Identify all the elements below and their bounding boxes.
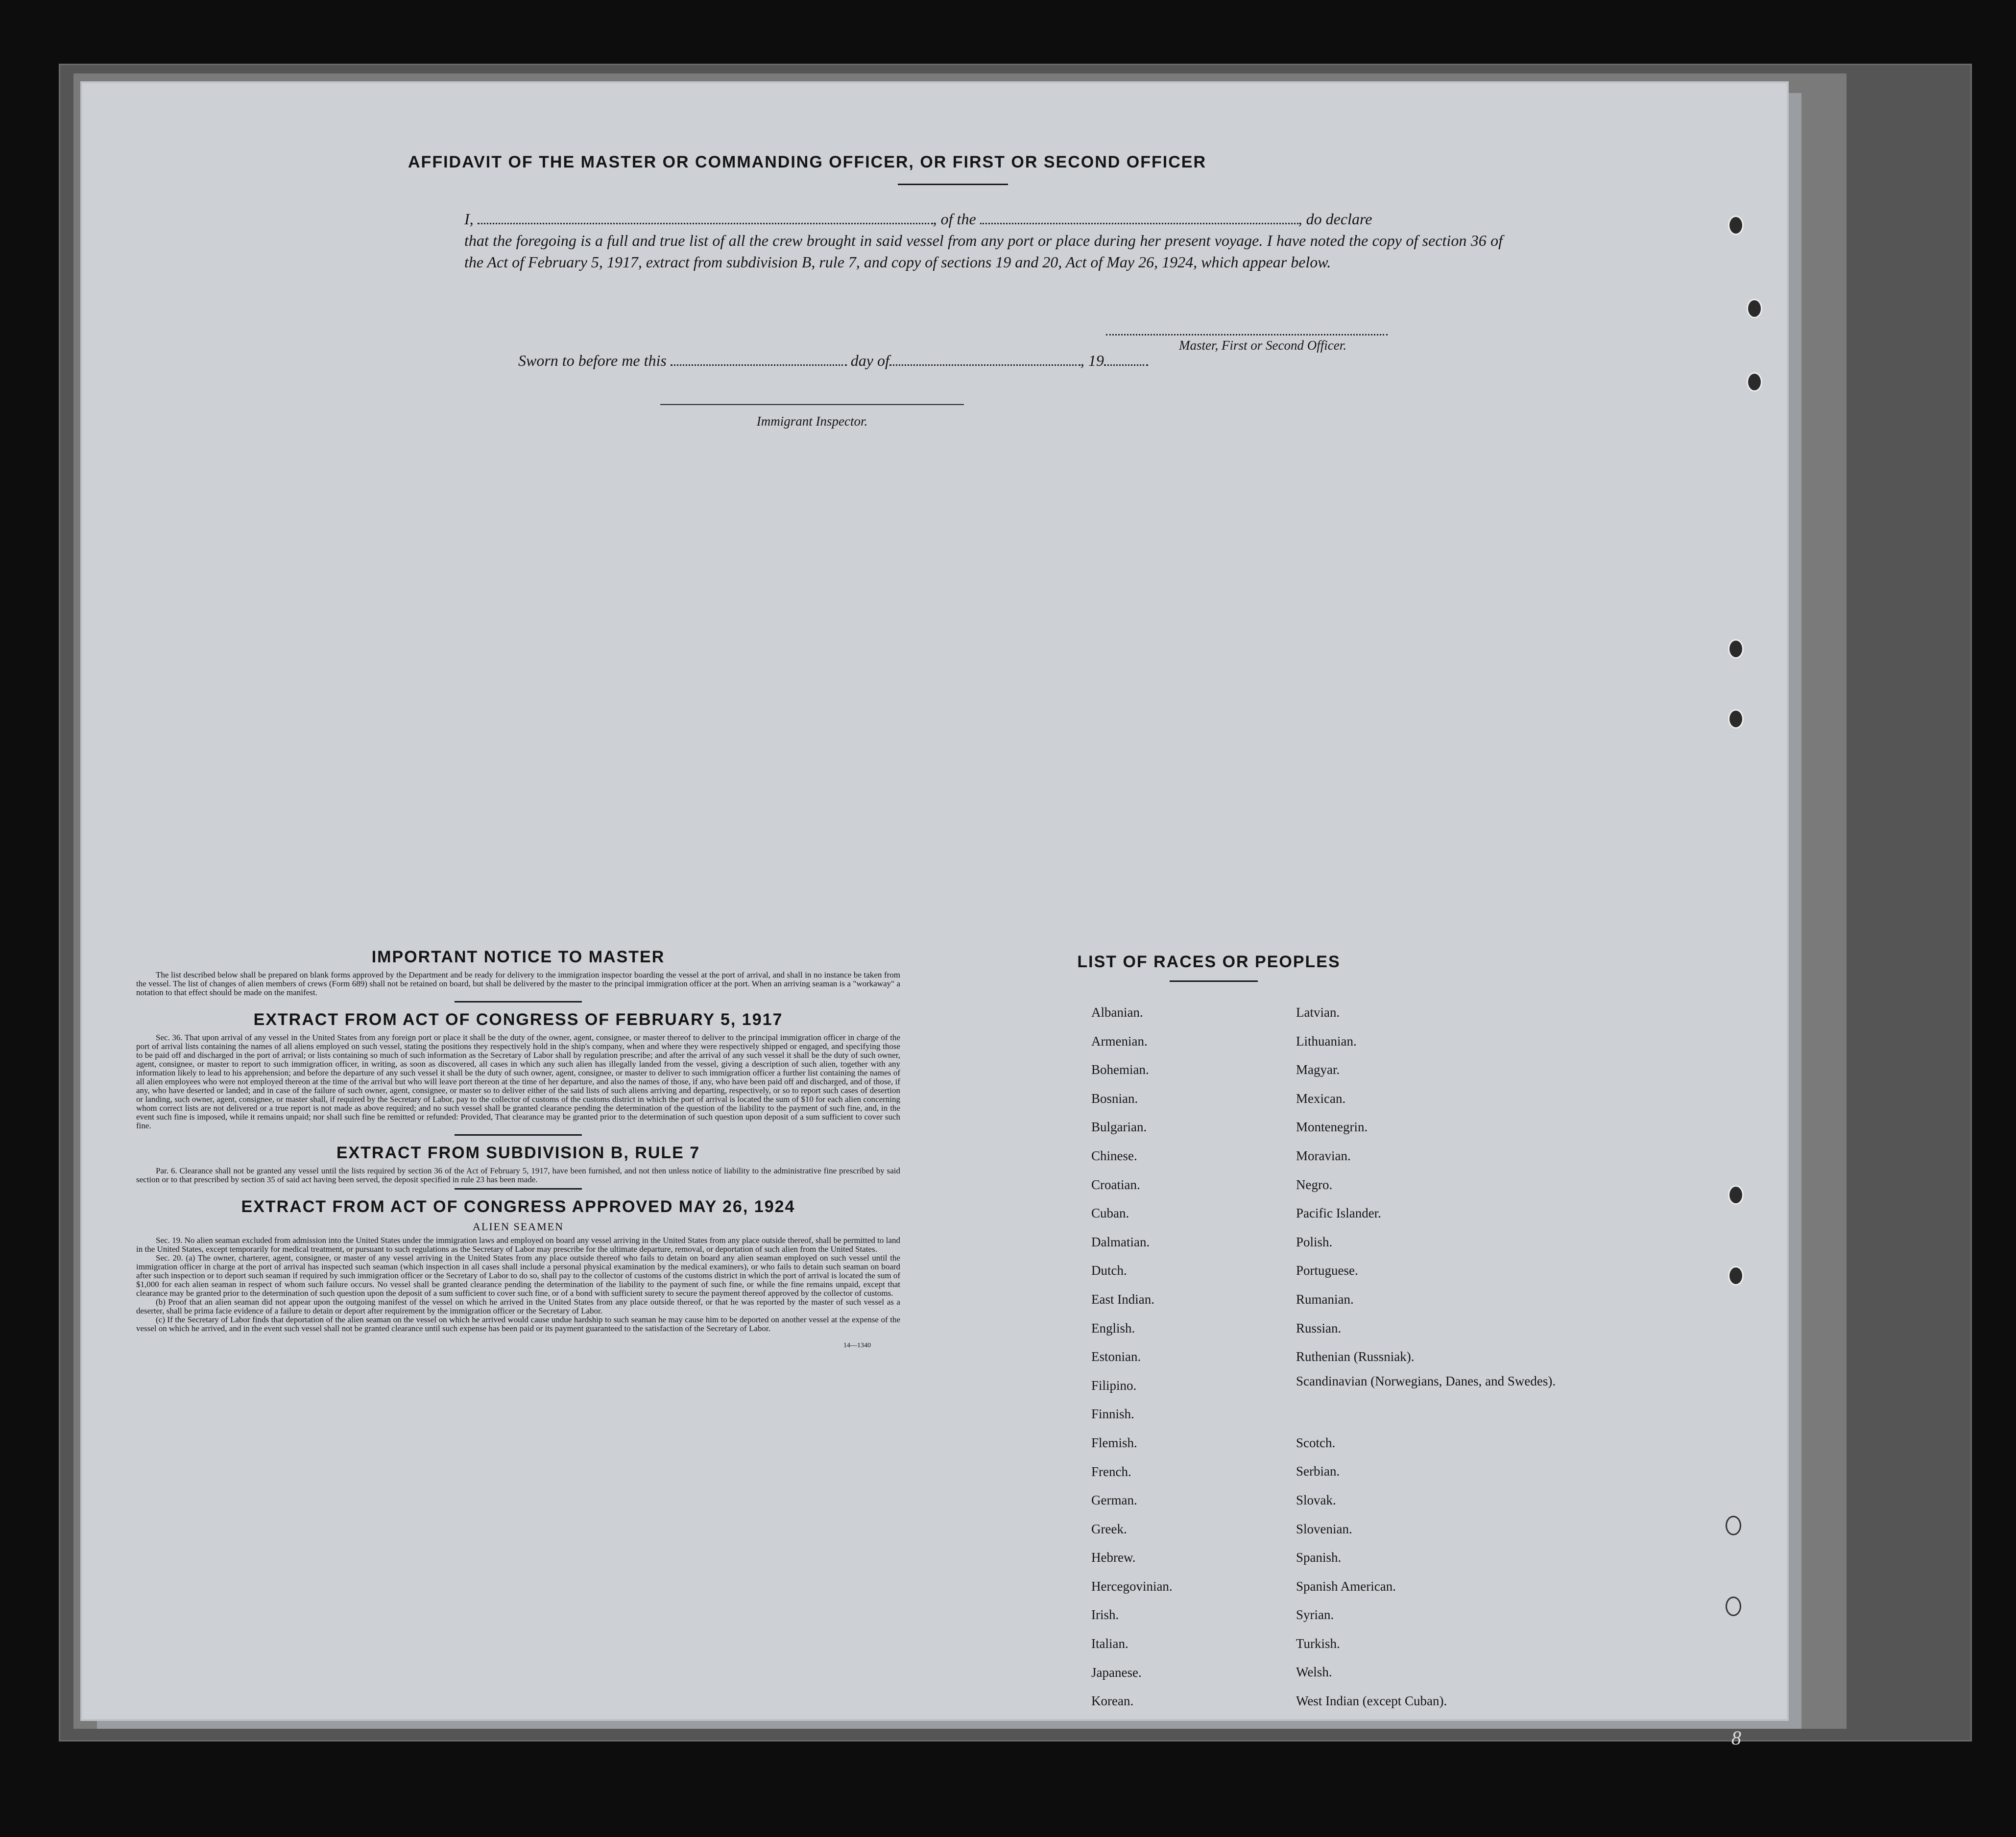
race-item: West Indian (except Cuban).	[1296, 1694, 1447, 1709]
extract-1924-title: EXTRACT FROM ACT OF CONGRESS APPROVED MAY 26, 1924	[241, 1197, 795, 1216]
punch-hole	[1728, 1185, 1744, 1205]
race-item: Croatian.	[1091, 1177, 1140, 1192]
race-item: Finnish.	[1091, 1407, 1134, 1422]
race-item: French.	[1091, 1464, 1131, 1479]
extract-1924-sec20a: Sec. 20. (a) The owner, charterer, agent, consignee, or master of any vessel arriving in the United States from any place outside thereof who fails to detain on board any alien seaman employed on such vessel until the immigration officer in charge at the port of arrival has inspected such seaman (which inspection in all cases shall include a personal physical examination by the medical examiners), or who fails to detain such seaman on board after such inspection or to deport such seaman if required by such immigration officer or the Secretary of Labor to do so, shall pay to the collector of customs of the customs district in which the port of arrival is located the sum of $1,000 for each alien seaman in respect of whom such failure occurs. No vessel shall be granted clearance pending the determination of the liability to the payment of such fine, or while the fine remains unpaid, except that clearance may be granted prior to the determination of such question upon the deposit of a sum sufficient to cover such fine, or of a bond with sufficient surety to secure the payment thereof approved by the collector of customs.	[136, 1253, 900, 1298]
race-item: Lithuanian.	[1296, 1033, 1357, 1049]
i-prefix: I,	[464, 210, 474, 228]
race-item: Albanian.	[1091, 1005, 1143, 1020]
race-item: Hebrew.	[1091, 1550, 1136, 1565]
race-item: Slovak.	[1296, 1492, 1336, 1507]
race-item: Montenegrin.	[1296, 1120, 1368, 1135]
notice-title: IMPORTANT NOTICE TO MASTER	[371, 948, 665, 966]
do-declare-label: , do declare	[1298, 210, 1372, 228]
race-item: Bulgarian.	[1091, 1120, 1147, 1135]
race-item: Mexican.	[1296, 1091, 1346, 1106]
extract-1924-sec20c: (c) If the Secretary of Labor finds that deportation of the alien seaman on the vessel on which he arrived would cause undue hardship to such seaman he may cause him to be deported on another vessel at the expense of the vessel on which he arrived, and in the event such vessel shall not be granted clearance until such expense has been paid or its payment guaranteed to the satisfaction of the Secretary of Labor.	[136, 1315, 900, 1333]
race-item: Syrian.	[1296, 1607, 1334, 1622]
punch-hole	[1728, 709, 1744, 729]
affidavit-body	[464, 208, 1503, 273]
punch-hole	[1747, 372, 1762, 392]
race-item: Latvian.	[1296, 1005, 1340, 1020]
race-item: Bosnian.	[1091, 1091, 1138, 1106]
punch-hole	[1728, 1266, 1744, 1286]
name-blank[interactable]	[478, 213, 933, 224]
sworn-year-label: , 19	[1080, 352, 1104, 369]
race-item: East Indian.	[1091, 1291, 1154, 1307]
extract-1917-text: Sec. 36. That upon arrival of any vessel in the United States from any foreign port or place it shall be the duty of the owner, agent, consignee, or master thereof to deliver to the principal immigration officer in charge of the port of arrival lists containing the names of all aliens employed on such vessel, stating the positions they respectively hold in the ship's company, when and where they were respectively shipped or engaged, and specifying those to be paid off and discharged in the port of arrival; or lists containing so much of such information as the Secretary of Labor shall by regulation prescribe; and after the arrival of any such vessel it shall be the duty of such owner, agent, consignee, or master to report to such immigration officer, in writing, as soon as discovered, all cases in which any such alien has illegally landed from the vessel, giving a description of such alien, together with any information likely to lead to his apprehension; and before the departure of any such vessel it shall be the duty of such owner, agent, consignee, or master to deliver to such immigration officer a further list containing the names of all alien employees who were not employed thereon at the time of the arrival but who will leave port thereon at the time of her departure, and also the names of those, if any, who have been paid off and discharged, and of those, if any, who have deserted or landed; and in case of the failure of such owner, agent, consignee, or master so to deliver either of the said lists of such aliens arriving and departing, respectively, or so to report such cases of desertion or landing, such owner, agent, consignee, or master shall, if required by the Secretary of Labor, pay to the collector of customs of the customs district in which the port of arrival is located the sum of $10 for each alien concerning whom correct lists are not delivered or a true report is not made as above required; and no such vessel shall be granted clearance pending the determination of the question of the liability to the payment of such fine, and, in the event such fine is imposed, while it remains unpaid; nor shall such fine be remitted or refunded: Provided, That clearance may be granted prior to the determination of such question upon deposit of a sum sufficient to cover such fine.	[136, 1033, 900, 1130]
affidavit-text: that the foregoing is a full and true list of all the crew brought in said vessel from any port or place during her present voyage. I have noted the copy of section 36 of the Act of February 5, 1917, extract from subdivision B, rule 7, and copy of sections 19 and 20, Act of May 26, 1924, which appear below.	[464, 232, 1503, 271]
extract-rule7-title: EXTRACT FROM SUBDIVISION B, RULE 7	[336, 1144, 700, 1162]
form-number: 14—1340	[843, 1342, 871, 1349]
races-title: LIST OF RACES OR PEOPLES	[1077, 953, 1341, 971]
inspector-label: Immigrant Inspector.	[756, 414, 868, 429]
section-divider	[455, 1188, 582, 1190]
section-divider	[455, 1001, 582, 1002]
extract-1917-title: EXTRACT FROM ACT OF CONGRESS OF FEBRUARY 5, 1917	[253, 1010, 783, 1029]
sworn-month-blank[interactable]	[889, 355, 1080, 366]
races-right-column	[1296, 998, 1556, 1716]
title-divider	[898, 184, 1008, 185]
sworn-line	[518, 352, 1148, 370]
race-item: Magyar.	[1296, 1062, 1340, 1077]
race-item: Portuguese.	[1296, 1263, 1358, 1278]
punch-hole	[1728, 215, 1744, 235]
race-item: Bohemian.	[1091, 1062, 1149, 1077]
race-item: Japanese.	[1091, 1665, 1142, 1680]
section-divider	[455, 1134, 582, 1136]
race-item: Flemish.	[1091, 1435, 1137, 1450]
race-item: Russian.	[1296, 1320, 1342, 1336]
race-item: Armenian.	[1091, 1033, 1148, 1049]
punch-hole	[1726, 1597, 1741, 1616]
race-item: Welsh.	[1296, 1665, 1332, 1680]
race-item: Italian.	[1091, 1636, 1128, 1651]
race-item: Hercegovinian.	[1091, 1578, 1173, 1594]
race-item: Spanish.	[1296, 1550, 1342, 1565]
punch-hole	[1728, 639, 1744, 659]
race-item: Moravian.	[1296, 1148, 1351, 1163]
race-item: Cuban.	[1091, 1206, 1129, 1221]
sworn-prefix: Sworn to before me this	[518, 352, 667, 369]
sworn-date-blank[interactable]	[671, 355, 847, 366]
affidavit-first-line	[464, 208, 1503, 230]
race-item: Chinese.	[1091, 1148, 1137, 1163]
race-item: German.	[1091, 1493, 1137, 1508]
race-item: Negro.	[1296, 1177, 1333, 1192]
race-item: Estonian.	[1091, 1349, 1141, 1364]
race-item: English.	[1091, 1320, 1135, 1336]
race-item: Rumanian.	[1296, 1291, 1354, 1307]
extract-1924-sec19: Sec. 19. No alien seaman excluded from admission into the United States under the immigration laws and employed on board any vessel arriving in the United States from any place outside thereof, shall be permitted to land in the United States, except temporarily for medical treatment, or pursuant to such regulations as the Secretary of Labor may prescribe for the ultimate departure, removal, or deportation of such alien from the United States.	[136, 1236, 900, 1254]
notices-column	[136, 948, 900, 1350]
of-the-label: , of the	[933, 210, 976, 228]
extract-1924-sec20b: (b) Proof that an alien seaman did not appear upon the outgoing manifest of the vessel on which he arrived in the United States from any place outside thereof, or that he was reported by the master of such vessel as a deserter, shall be prima facie evidence of a failure to detain or deport after requirement by the immigration officer or the Secretary of Labor.	[136, 1297, 900, 1315]
race-item: Scotch.	[1296, 1435, 1336, 1450]
sworn-year-blank[interactable]	[1104, 355, 1148, 366]
race-item: Scandinavian (Norwegians, Danes, and Swedes).	[1296, 1373, 1556, 1388]
race-item: Korean.	[1091, 1694, 1134, 1709]
race-item: Serbian.	[1296, 1464, 1340, 1479]
affidavit-title: AFFIDAVIT OF THE MASTER OR COMMANDING OFFICER, OR FIRST OR SECOND OFFICER	[408, 153, 1206, 171]
signature-label: Master, First or Second Officer.	[1179, 338, 1346, 353]
race-item: Pacific Islander.	[1296, 1206, 1381, 1221]
race-item: Polish.	[1296, 1234, 1333, 1249]
vessel-blank[interactable]	[980, 213, 1298, 224]
race-item: Spanish American.	[1296, 1578, 1396, 1594]
races-divider	[1170, 980, 1258, 982]
race-item: Dalmatian.	[1091, 1234, 1150, 1249]
punch-hole	[1726, 1516, 1741, 1535]
race-item: Irish.	[1091, 1607, 1119, 1622]
inspector-signature-line[interactable]	[660, 404, 964, 405]
page-mark: 8	[1731, 1727, 1741, 1749]
race-item: Slovenian.	[1296, 1521, 1352, 1536]
extract-rule7-text: Par. 6. Clearance shall not be granted any vessel until the lists required by section 36 of the Act of February 5, 1917, have been furnished, and not then unless notice of liability to the administrative fine prescribed by said section or to that prescribed by section 35 of said act having been served, the deposit specified in rule 23 has been made.	[136, 1166, 900, 1184]
notice-text: The list described below shall be prepared on blank forms approved by the Department and be ready for delivery to the immigration inspector boarding the vessel at the port of arrival, and shall in no instance be taken from the vessel. The list of changes of alien members of crews (Form 689) shall not be retained on board, but shall be delivered by the master to the principal immigration officer at the port. When an arriving seaman is a "workaway" a notation to that effect should be made on the manifest.	[136, 970, 900, 997]
race-item: Turkish.	[1296, 1636, 1340, 1651]
race-item: Dutch.	[1091, 1263, 1127, 1278]
race-item: Ruthenian (Russniak).	[1296, 1349, 1415, 1364]
races-left-column	[1091, 998, 1173, 1716]
signature-line[interactable]	[1106, 334, 1388, 335]
extract-1924-subtitle: ALIEN SEAMEN	[473, 1220, 564, 1233]
race-item: Greek.	[1091, 1521, 1127, 1536]
document-page	[82, 83, 1787, 1719]
punch-hole	[1747, 299, 1762, 318]
race-item: Filipino.	[1091, 1378, 1137, 1393]
sworn-day-label: day of	[850, 352, 889, 369]
